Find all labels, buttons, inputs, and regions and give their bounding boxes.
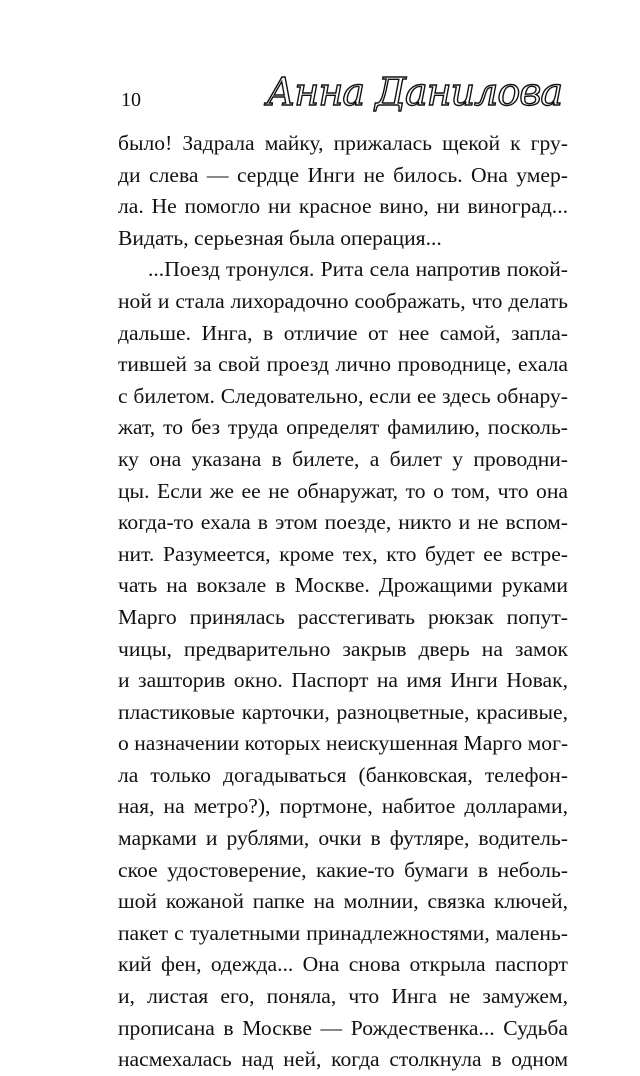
text-line: когда-то ехала в этом поезде, никто и не вспом-: [118, 510, 568, 535]
text-line: пакет с туалетными принадлежностями, малень-: [118, 920, 568, 945]
text-line: ...Поезд тронулся. Рита села напротив покой-: [148, 257, 568, 282]
text-line: Марго принялась расстегивать рюкзак попут-: [118, 604, 568, 629]
running-head-author: Анна Данилова: [266, 70, 562, 114]
text-line: кий фен, одежда... Она снова открыла паспорт: [118, 952, 568, 977]
text-line: с билетом. Следовательно, если ее здесь обнару-: [118, 383, 568, 408]
text-line: ная, на метро?), портмоне, набитое долларами,: [118, 794, 568, 819]
body-text: [118, 128, 568, 1076]
text-line: ла только догадываться (банковская, телефон-: [118, 762, 568, 787]
text-line: шой кожаной папке на молнии, связка ключей,: [118, 889, 568, 914]
text-line: ла. Не помогло ни красное вино, ни виноград...: [118, 194, 568, 219]
page-number: 10: [121, 89, 141, 111]
text-line: ку она указана в билете, а билет у проводни-: [118, 446, 568, 471]
text-line: и, листая его, поняла, что Инга не замужем,: [118, 984, 568, 1009]
text-line: тившей за свой проезд лично проводнице, ехала: [118, 352, 568, 377]
text-line: насмехалась над ней, когда столкнула в одном: [118, 1047, 568, 1072]
text-line: пластиковые карточки, разноцветные, красивые,: [118, 699, 568, 724]
text-line: прописана в Москве — Рождественка... Судьба: [118, 1015, 568, 1040]
text-line: ной и стала лихорадочно соображать, что делать: [118, 288, 568, 313]
text-line: чать на вокзале в Москве. Дрожащими руками: [118, 573, 568, 598]
text-line: чицы, предварительно закрыв дверь на замок: [118, 636, 568, 661]
text-line: было! Задрала майку, прижалась щекой к гру-: [118, 131, 568, 155]
text-line: жат, то без труда определят фамилию, посколь-: [118, 415, 568, 440]
text-line: и зашторив окно. Паспорт на имя Инги Новак,: [118, 668, 568, 693]
text-line: о назначении которых неискушенная Марго мог-: [118, 731, 569, 756]
text-line: цы. Если же ее не обнаружат, то о том, что она: [118, 478, 568, 503]
text-line: нит. Разумеется, кроме тех, кто будет ее встре-: [118, 541, 568, 566]
text-line: ди слева — сердце Инги не билось. Она умер-: [118, 162, 568, 187]
text-line: марками и рублями, очки в футляре, водитель-: [118, 826, 568, 851]
text-line: Видать, серьезная была операция...: [118, 225, 442, 250]
text-line: дальше. Инга, в отличие от нее самой, запла-: [118, 320, 568, 345]
text-line: ское удостоверение, какие-то бумаги в неболь-: [118, 857, 568, 882]
